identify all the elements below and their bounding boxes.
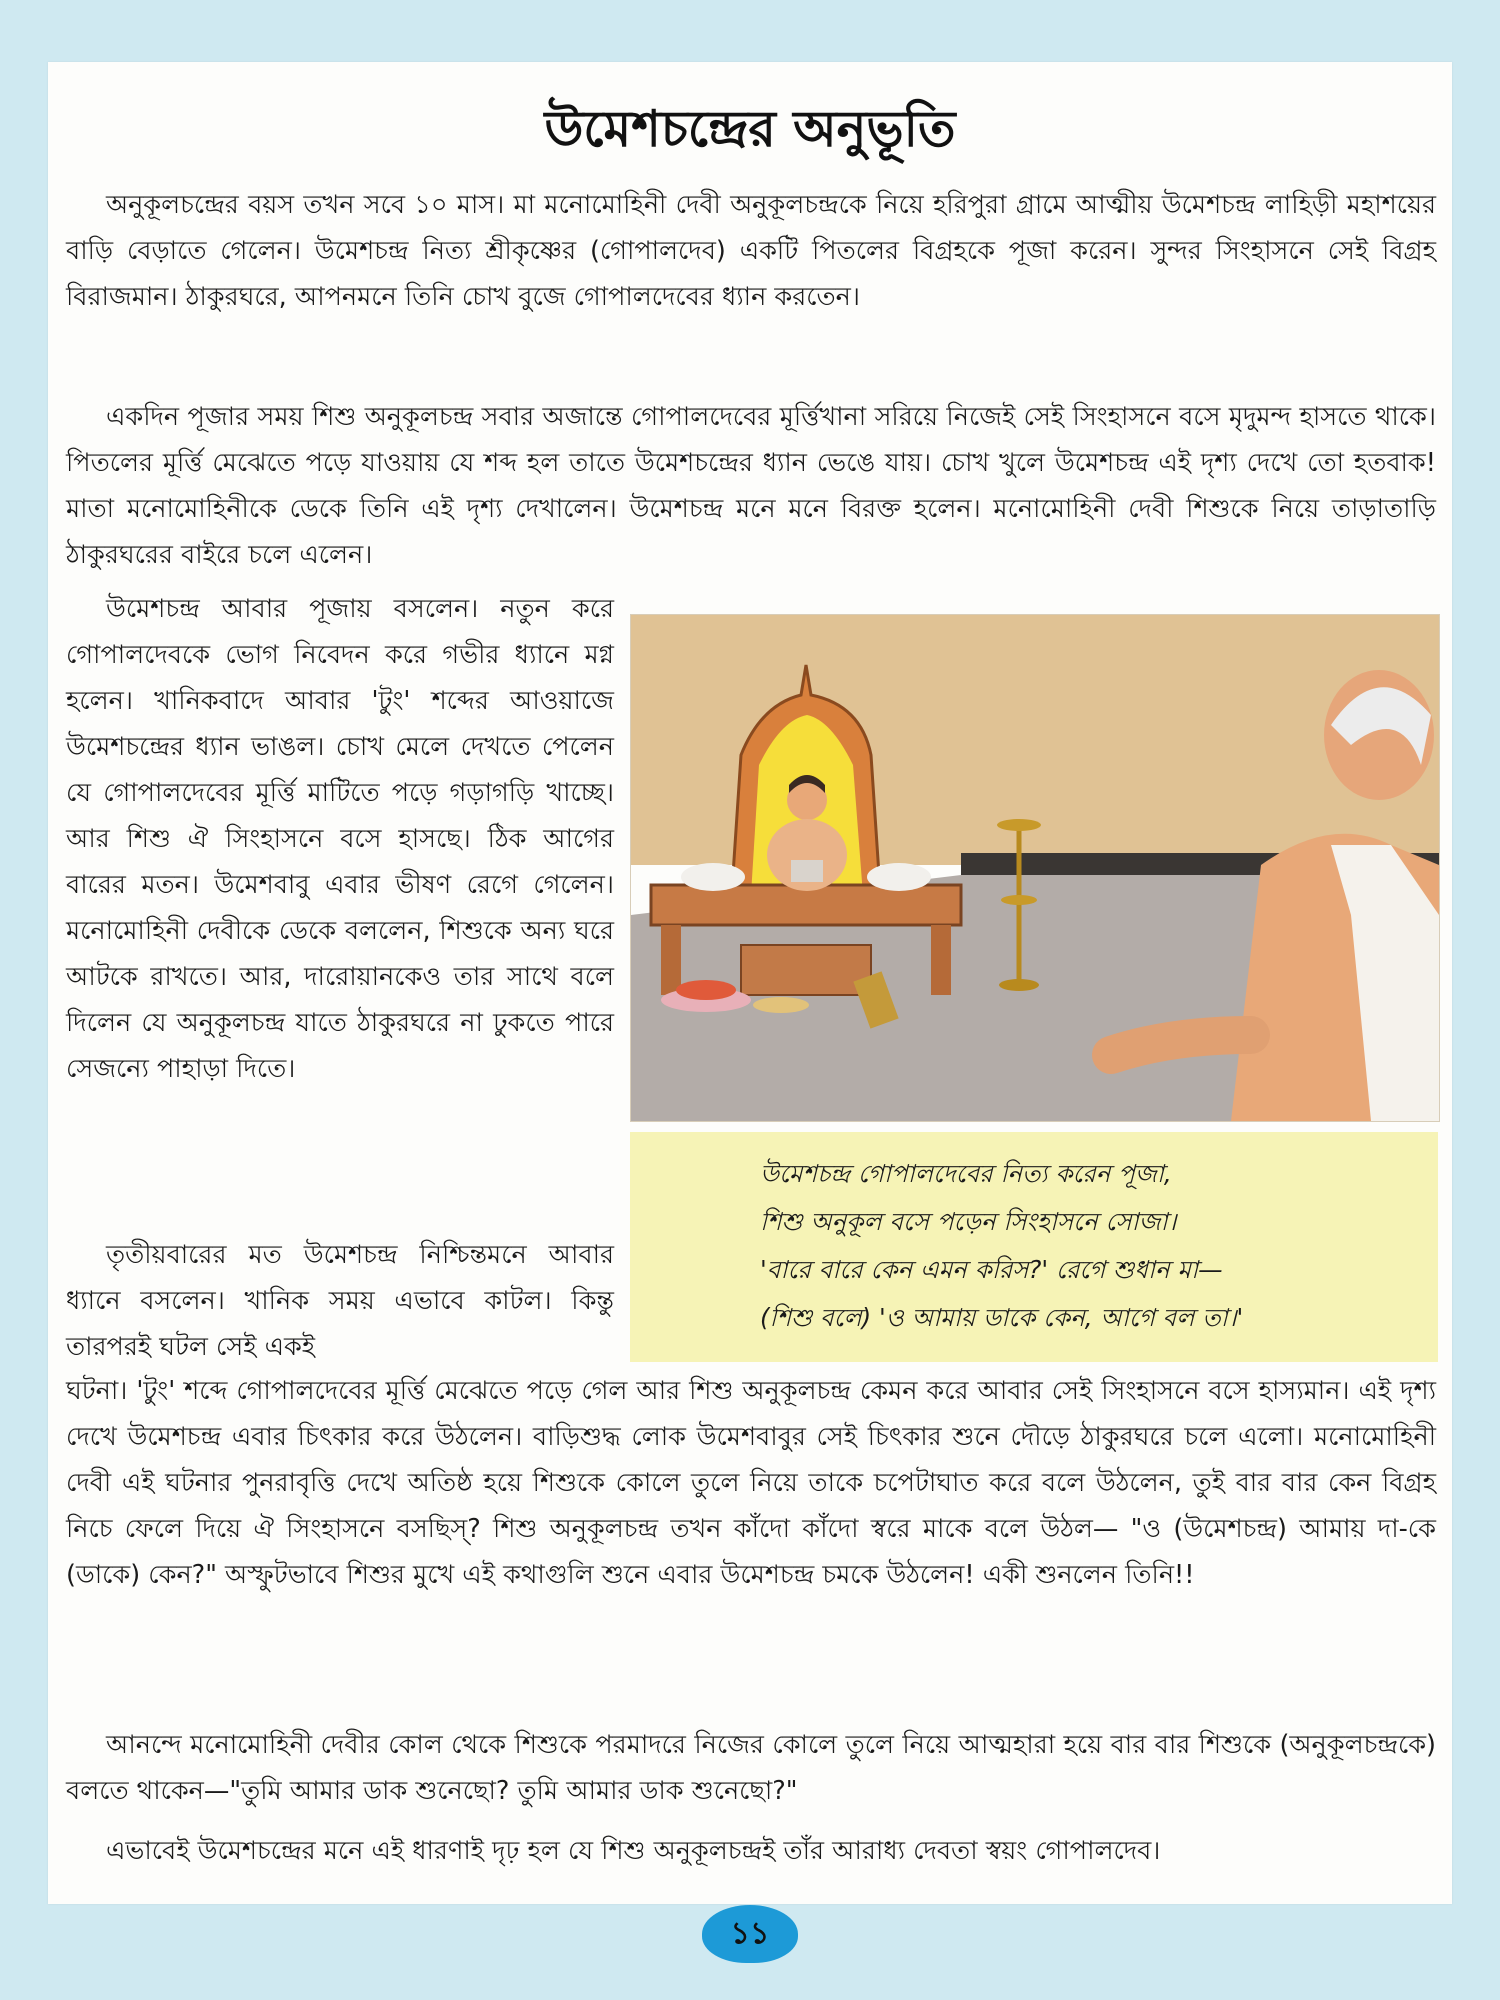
paragraph-7: এভাবেই উমেশচন্দ্রের মনে এই ধারণাই দৃঢ় হল যে শিশু অনুকূলচন্দ্রই তাঁর আরাধ্য দেবতা স্বয়ং গোপালদেব। [106,1836,1161,1866]
lamp-top-1 [997,819,1041,831]
caption-line-2: শিশু অনুকূল বসে পড়েন সিংহাসনে সোজা। [760,1207,1177,1236]
throne-leg-left [661,925,681,995]
book-page [48,62,1452,1904]
bolster-right [867,863,931,891]
priest-arm [1111,1035,1251,1055]
paragraph-3: উমেশচন্দ্র আবার পূজায় বসলেন। নতুন করে গোপালদেবকে ভোগ নিবেদন করে গভীর ধ্যানে মগ্ন হলেন। খানিকবাদে আবার 'টুং' শব্দের আওয়াজে উমেশচন্দ্রের ধ্যান ভাঙল। চোখ মেলে দেখতে পেলেন যে গোপালদেবের মূর্ত্তি মাটিতে পড়ে গড়াগড়ি খাচ্ছে। আর শিশু ঐ সিংহাসনে বসে হাসছে। ঠিক আগের বারের মতন। উমেশবাবু এবার ভীষণ রেগে গেলেন। মনোমোহিনী দেবীকে ডেকে বললেন, শিশুকে অন্য ঘরে আটকে রাখতে। আর, দারোয়ানকেও তার সাথে বলে দিলেন যে অনুকূলচন্দ্র যাতে ঠাকুরঘরে না ঢুকতে পারে সেজন্যে পাহাড়া দিতে। [66,594,614,1084]
paragraph-5: ঘটনা। 'টুং' শব্দে গোপালদেবের মূর্ত্তি মেঝেতে পড়ে গেল আর শিশু অনুকূলচন্দ্র কেমন করে আবার সেই সিংহাসনে বসে হাস্যমান। এই দৃশ্য দেখে উমেশচন্দ্র এবার চিৎকার করে উঠলেন। বাড়িশুদ্ধ লোক উমেশবাবুর সেই চিৎকার শুনে দৌড়ে ঠাকুরঘরে চলে এলো। মনোমোহিনী দেবী এই ঘটনার পুনরাবৃত্তি দেখে অতিষ্ঠ হয়ে শিশুকে কোলে তুলে নিয়ে তাকে চপেটাঘাত করে বলে উঠলেন, তুই বার বার কেন বিগ্রহ নিচে ফেলে দিয়ে ঐ সিংহাসনে বসছিস্? শিশু অনুকূলচন্দ্র তখন কাঁদো কাঁদো স্বরে মাকে বলে উঠল— "ও (উমেশচন্দ্র) আমায় দা-কে (ডাকে) কেন?" অস্ফুটভাবে শিশুর মুখে এই কথাগুলি শুনে এবার উমেশচন্দ্র চমকে উঠলেন! একী শুনলেন তিনি!! [66,1376,1436,1590]
page-number: ১১ [702,1905,798,1963]
page-title: উমেশচন্দ্রের অনুভূতি [544,100,956,158]
caption-line-4: (শিশু বলে) 'ও আমায় ডাকে কেন, আগে বল তা।' [760,1303,1244,1332]
fruit-plate [676,980,736,1000]
child-cloth [791,860,823,882]
sweets-plate [753,997,809,1013]
throne-leg-right [931,925,951,995]
paragraph-2: একদিন পূজার সময় শিশু অনুকূলচন্দ্র সবার অজান্তে গোপালদেবের মূর্ত্তিখানা সরিয়ে নিজেই সেই সিংহাসনে বসে মৃদুমন্দ হাসতে থাকে। পিতলের মূর্ত্তি মেঝেতে পড়ে যাওয়ায় যে শব্দ হল তাতে উমেশচন্দ্রের ধ্যান ভেঙে যায়। চোখ খুলে উমেশচন্দ্র এই দৃশ্য দেখে তো হতবাক! মাতা মনোমোহিনীকে ডেকে তিনি এই দৃশ্য দেখালেন। উমেশচন্দ্র মনে মনে বিরক্ত হলেন। মনোমোহিনী দেবী শিশুকে নিয়ে তাড়াতাড়ি ঠাকুরঘরের বাইরে চলে এলেন। [66,402,1436,570]
paragraph-1: অনুকূলচন্দ্রের বয়স তখন সবে ১০ মাস। মা মনোমোহিনী দেবী অনুকূলচন্দ্রকে নিয়ে হরিপুরা গ্রামে আত্মীয় উমেশচন্দ্র লাহিড়ী মহাশয়ের বাড়ি বেড়াতে গেলেন। উমেশচন্দ্র নিত্য শ্রীকৃষ্ণের (গোপালদেব) একটি পিতলের বিগ্রহকে পূজা করেন। সুন্দর সিংহাসনে সেই বিগ্রহ বিরাজমান। ঠাকুরঘরে, আপনমনে তিনি চোখ বুজে গোপালদেবের ধ্যান করতেন। [66,190,1436,312]
caption-line-3: 'বারে বারে কেন এমন করিস?' রেগে শুধান মা— [760,1255,1223,1284]
illustration-temple-scene [630,614,1440,1122]
caption-line-1: উমেশচন্দ্র গোপালদেবের নিত্য করেন পূজা, [760,1159,1172,1188]
bolster-left [681,863,745,891]
throne-step [741,945,871,995]
caption-box [630,1132,1438,1362]
throne-seat [651,885,961,925]
paragraph-4: তৃতীয়বারের মত উমেশচন্দ্র নিশ্চিন্তমনে আবার ধ্যানে বসলেন। খানিক সময় এভাবে কাটল। কিন্তু তারপরই ঘটল সেই একই [66,1240,614,1362]
lamp-base-1 [999,979,1039,991]
lamp-mid-1 [1001,895,1037,905]
paragraph-6: আনন্দে মনোমোহিনী দেবীর কোল থেকে শিশুকে পরমাদরে নিজের কোলে তুলে নিয়ে আত্মহারা হয়ে বার বার শিশুকে (অনুকূলচন্দ্রকে) বলতে থাকেন—"তুমি আমার ডাক শুনেছো? তুমি আমার ডাক শুনেছো?" [66,1730,1436,1806]
